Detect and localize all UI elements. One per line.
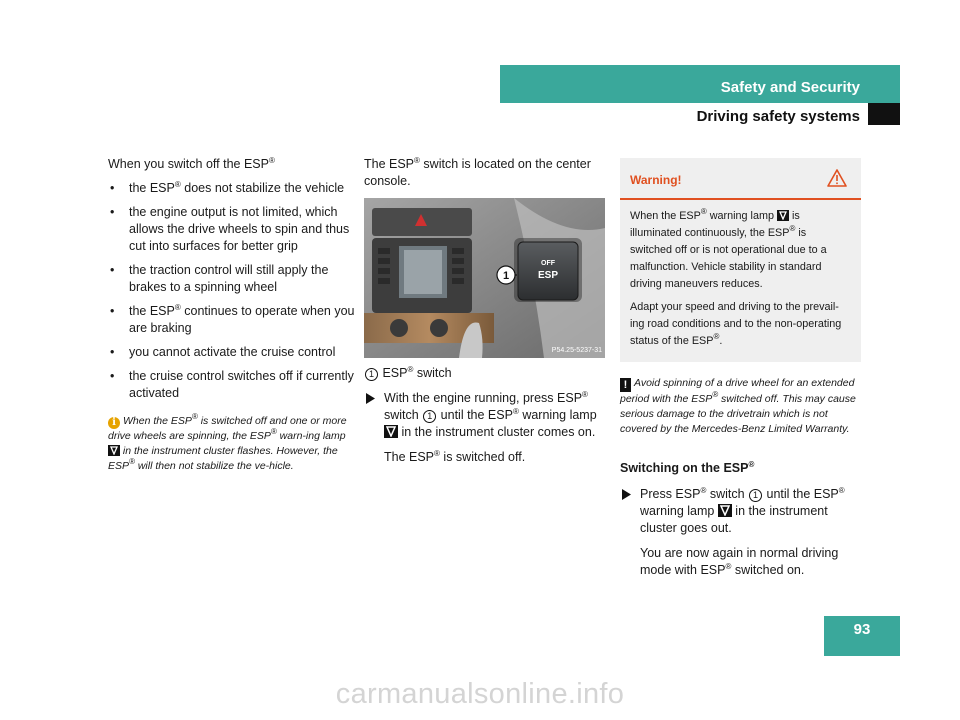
info-note: i When the ESP® is switched off and one or more drive wheels are spinning, the ESP® warn-ing lamp in the instrument cluster flashes. However, the ESP® will then not stabilize the ve-hicle. <box>108 412 347 472</box>
switching-on-heading: Switching on the ESP® <box>620 460 755 475</box>
esp-warning-lamp-icon <box>777 210 789 221</box>
warning-box <box>620 158 861 362</box>
warning-triangle-icon <box>827 169 847 187</box>
callout-number: 1 <box>423 410 436 423</box>
page-number-box <box>824 616 900 656</box>
middle-column <box>364 156 606 466</box>
warning-paragraph: Adapt your speed and driving to the prevail-ing road conditions and to the non-operating status of the ESP®. <box>630 301 842 347</box>
list-item: • you cannot activate the cruise control <box>108 344 358 361</box>
esp-warning-lamp-icon <box>718 504 732 517</box>
subsection-title: Driving safety systems <box>696 108 860 125</box>
list-item: • the ESP® continues to operate when you are braking <box>108 303 358 337</box>
warning-paragraph: When the ESP® warning lamp is illuminated continuously, the ESP® is switched off or is not operational due to a malfunction. Vehicle stability in standard driving maneuvers reduces. <box>630 207 827 290</box>
step-arrow-icon <box>622 489 631 500</box>
warning-title: Warning! <box>630 173 682 187</box>
left-column <box>108 156 358 474</box>
callout-number: 1 <box>749 489 762 502</box>
step-arrow-icon <box>366 393 375 404</box>
esp-off-effects-list <box>108 180 358 402</box>
page-number: 93 <box>853 621 871 638</box>
esp-button-off-label: OFF <box>541 260 555 267</box>
section-header-band <box>500 65 900 103</box>
left-intro: When you switch off the ESP® <box>108 156 275 171</box>
center-console-photo <box>364 198 605 358</box>
figure-code: P54.25-5237-31 <box>551 347 602 354</box>
list-item: • the traction control will still apply the brakes to a spinning wheel <box>108 262 358 296</box>
list-item: • the ESP® does not stabilize the vehicle <box>108 180 358 197</box>
switch-location-text: The ESP® switch is located on the center console. <box>364 156 591 188</box>
section-title: Safety and Security <box>720 79 860 96</box>
list-item: • the cruise control switches off if currently activated <box>108 368 358 402</box>
watermark-text: carmanualsonline.info <box>335 678 625 710</box>
info-icon: i <box>108 417 120 429</box>
esp-button-esp-label: ESP <box>537 270 558 281</box>
figure-callout-number: 1 <box>502 270 510 282</box>
figure-legend: 1 ESP® switch <box>364 365 606 382</box>
esp-warning-lamp-icon <box>384 425 398 438</box>
damage-notice: ! Avoid spinning of a drive wheel for an extended period with the ESP® switched off. This may cause serious damage to the drivetrain which is not covered by the Mercedes-Benz Limited Warranty. <box>620 377 856 435</box>
list-item: • the engine output is not limited, which allows the drive wheels to spin and thus cut into surfaces for better grip <box>108 204 358 255</box>
callout-number: 1 <box>365 368 378 381</box>
step-result: The ESP® is switched off. <box>384 449 526 464</box>
section-tab-marker <box>868 103 900 125</box>
step-result: You are now again in normal driving mode with ESP® switched on. <box>640 546 839 577</box>
right-column <box>620 158 862 579</box>
exclamation-icon: ! <box>620 378 631 392</box>
instruction-step: With the engine running, press ESP® switch 1 until the ESP® warning lamp in the instrument cluster comes on. The ESP® is switched off. <box>364 390 606 466</box>
instruction-step: Press ESP® switch 1 until the ESP® warning lamp in the instrument cluster goes out. You are now again in normal driving mode with ESP® switched on. <box>620 486 862 579</box>
esp-warning-lamp-icon <box>108 445 120 456</box>
